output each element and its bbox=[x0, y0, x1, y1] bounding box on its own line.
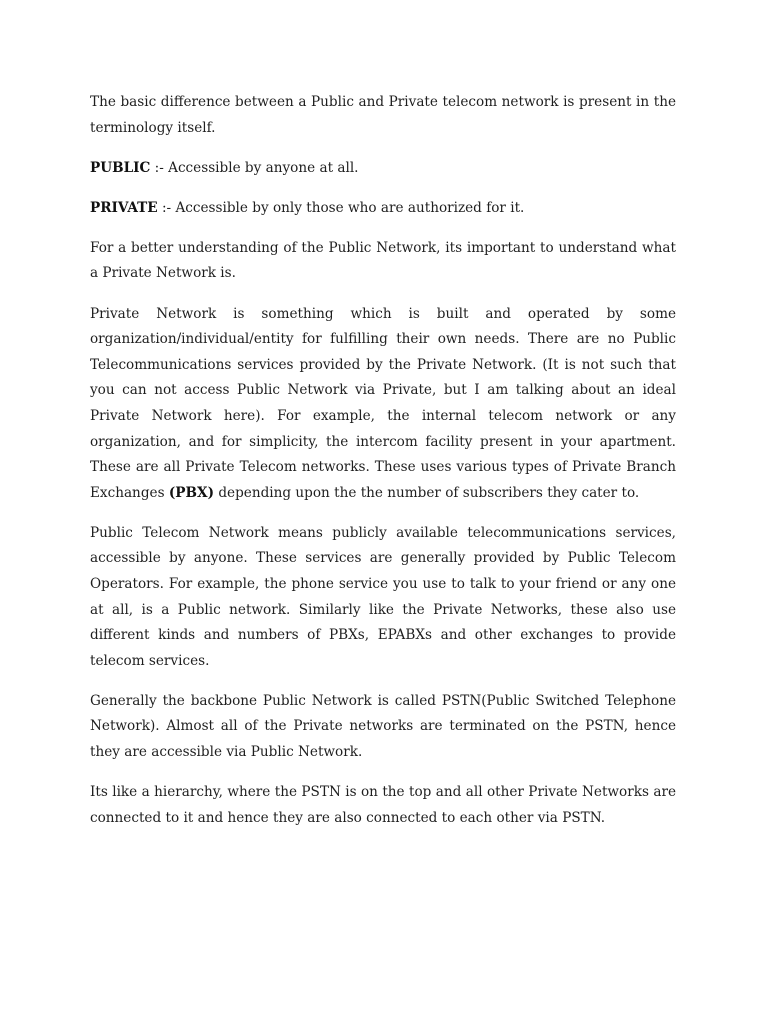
private-network-paragraph bbox=[90, 302, 676, 507]
public-term: PUBLIC bbox=[90, 159, 151, 176]
intro-paragraph: The basic difference between a Public and Private telecom network is present in the terminology itself. bbox=[90, 94, 676, 136]
public-definition-paragraph bbox=[90, 156, 676, 182]
private-network-text: Private Network is something which is built and operated by some organization/individual/entity for fulfilling their own needs. There are no Public Telecommunications services provided by the Private Network. (It is not such that you can not access Public Network via Private, but I am talking about an ideal Private Network here). For example, the internal telecom network or any organization, and for simplicity, the intercom facility present in your apartment. These are all Private Telecom networks. These uses various types of Private Branch Exchanges bbox=[90, 305, 676, 501]
pbx-term: (PBX) bbox=[168, 484, 214, 501]
public-network-paragraph: Public Telecom Network means publicly available telecommunications services, accessible by anyone. These services are generally provided by Public Telecom Operators. For example, the phone service you use to talk to your friend or any one at all, is a Public network. Similarly like the Private Networks, these also use different kinds and numbers of PBXs, EPABXs and other exchanges to provide telecom services. bbox=[90, 524, 676, 669]
private-definition-paragraph bbox=[90, 196, 676, 222]
document-page bbox=[90, 90, 676, 846]
pstn-paragraph: Generally the backbone Public Network is called PSTN(Public Switched Telephone Network). Almost all of the Private networks are terminated on the PSTN, hence they are accessible via Public Network. bbox=[90, 692, 676, 761]
private-definition: :- Accessible by only those who are authorized for it. bbox=[157, 199, 525, 216]
private-term: PRIVATE bbox=[90, 199, 158, 216]
hierarchy-paragraph: Its like a hierarchy, where the PSTN is on the top and all other Private Networks are connected to it and hence they are also connected to each other via PSTN. bbox=[90, 784, 676, 826]
public-definition: :- Accessible by anyone at all. bbox=[150, 159, 359, 176]
private-network-text-end: depending upon the the number of subscribers they cater to. bbox=[214, 484, 640, 501]
understanding-paragraph: For a better understanding of the Public Network, its important to understand what a Private Network is. bbox=[90, 239, 676, 282]
